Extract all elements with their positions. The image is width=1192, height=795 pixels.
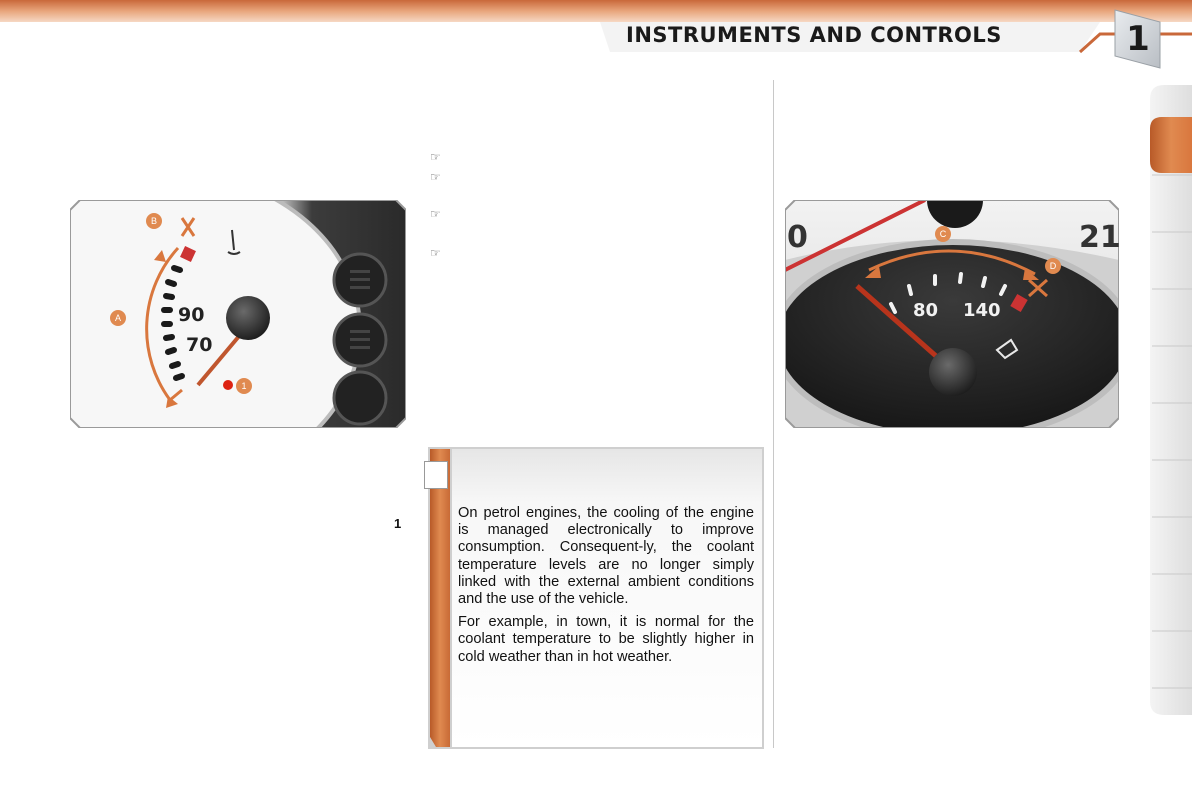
note-text bbox=[458, 505, 754, 672]
bullet-icon: ☞ bbox=[430, 170, 441, 184]
coolant-gauge-photo bbox=[70, 200, 406, 428]
chapter-number: 1 bbox=[1126, 19, 1150, 59]
scale-label-80: 80 bbox=[913, 300, 939, 321]
oil-gauge-illustration bbox=[785, 200, 1119, 428]
callout-d: D bbox=[1045, 258, 1061, 274]
header-band bbox=[0, 0, 1192, 70]
callout-c: C bbox=[935, 226, 951, 242]
page-title: INSTRUMENTS AND CONTROLS bbox=[626, 23, 1002, 47]
chapter-tab-strip bbox=[1150, 85, 1192, 715]
info-note-box bbox=[428, 447, 764, 749]
margin-reference-number: 1 bbox=[394, 516, 402, 531]
edge-number-left: 0 bbox=[787, 220, 808, 255]
column-divider bbox=[773, 80, 774, 748]
callout-1: 1 bbox=[236, 378, 252, 394]
bullet-icon: ☞ bbox=[430, 150, 441, 164]
chapter-tabs bbox=[1150, 85, 1192, 715]
bullet-icon: ☞ bbox=[430, 246, 441, 260]
callout-a: A bbox=[110, 310, 126, 326]
oil-temperature-gauge-photo bbox=[785, 200, 1119, 428]
scale-label-70: 70 bbox=[186, 334, 213, 356]
note-paragraph-1: On petrol engines, the cooling of the engine is managed electronically to improve consumption. Consequent-ly, the coolant temperature levels are no longer simply linked with the external ambient conditions and the use of the vehicle. bbox=[458, 505, 754, 608]
note-checkbox-icon bbox=[424, 461, 448, 489]
bullet-icon: ☞ bbox=[430, 207, 441, 221]
page-header bbox=[0, 0, 1192, 60]
note-paragraph-2: For example, in town, it is normal for the coolant temperature to be slightly higher in cold weather than in hot weather. bbox=[458, 614, 754, 665]
edge-number-right: 21 bbox=[1079, 220, 1121, 255]
callout-b: B bbox=[146, 213, 162, 229]
scale-label-90: 90 bbox=[178, 304, 205, 326]
scale-label-140: 140 bbox=[963, 300, 1001, 321]
